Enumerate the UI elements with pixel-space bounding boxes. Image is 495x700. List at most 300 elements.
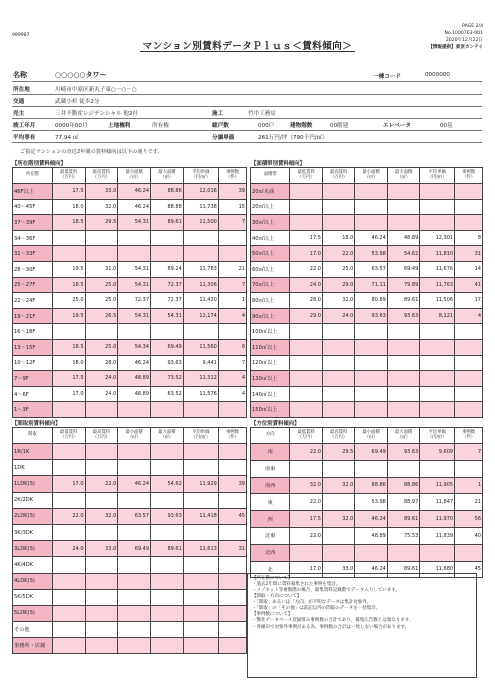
table-cell: [420, 544, 455, 561]
table-row: [13, 246, 247, 262]
table-cell: [218, 638, 246, 654]
table-cell: 11,763: [420, 277, 455, 293]
table-row: [251, 371, 483, 387]
table-cell: 11,839: [420, 527, 455, 544]
avg-area-label: 平均専有: [13, 135, 36, 141]
table-cell: [52, 638, 85, 654]
column-header: 最小面積 （㎡）: [355, 428, 387, 444]
table-cell: [387, 355, 419, 371]
table-cell: [151, 324, 184, 340]
row-label: 南: [251, 444, 290, 461]
table-cell: 45: [455, 561, 483, 578]
document-number: No.1000763-001: [444, 31, 483, 36]
row-label: 60㎡以上: [251, 261, 290, 277]
table-cell: 69.49: [387, 261, 419, 277]
document-code: 999987: [12, 33, 30, 38]
table-row: [251, 494, 483, 511]
table-cell: 69.49: [151, 339, 184, 355]
row-label: 10～12F: [13, 355, 53, 371]
table-cell: [52, 444, 85, 460]
table-cell: [420, 199, 455, 215]
column-header: 最低賃料 （万円）: [290, 168, 322, 184]
table-cell: 11,680: [420, 561, 455, 578]
table-cell: 88.86: [387, 477, 419, 494]
table-cell: [355, 339, 387, 355]
table-cell: 24.0: [322, 308, 354, 324]
table-cell: 11,847: [420, 494, 455, 511]
table-cell: 12,301: [420, 230, 455, 246]
table-cell: 46.24: [355, 511, 387, 528]
table-cell: [420, 371, 455, 387]
table-cell: 73.52: [151, 371, 184, 387]
table-cell: 17.0: [52, 476, 85, 492]
table-cell: 63.57: [118, 508, 151, 524]
column-header: 平均単価 （円/㎡）: [420, 428, 455, 444]
table-cell: [290, 355, 322, 371]
table-cell: [355, 215, 387, 231]
table-cell: [420, 355, 455, 371]
transport-value: 武蔵小杉 徒歩2分: [55, 99, 100, 105]
table-cell: 19.5: [52, 261, 85, 277]
notes-box: [247, 573, 477, 678]
table-cell: 80.89: [355, 293, 387, 309]
builder-label: 施工: [212, 111, 224, 117]
row-label: 3LDK(S): [13, 541, 53, 557]
table-cell: 8: [455, 230, 483, 246]
table-cell: 48.89: [355, 527, 387, 544]
table-cell: 18.0: [322, 230, 354, 246]
table-cell: 46.24: [118, 184, 151, 200]
table-cell: [218, 573, 246, 589]
table-cell: 31: [455, 246, 483, 262]
divider: [12, 130, 482, 131]
table-row: [251, 215, 483, 231]
table-row: [251, 246, 483, 262]
intro-text: ご指定マンションの直近2年間の賃料傾向は以下の通りです。: [20, 149, 163, 155]
table-cell: [387, 324, 419, 340]
row-label: 1LDK(S): [13, 476, 53, 492]
table-cell: [420, 386, 455, 402]
table-cell: [151, 460, 184, 476]
table-cell: 11,970: [420, 511, 455, 528]
divider: [12, 94, 482, 95]
table-cell: 29.0: [290, 308, 322, 324]
land-rights-label: 土地権利: [108, 123, 131, 129]
table-row: [251, 324, 483, 340]
table-cell: [290, 386, 322, 402]
table-cell: 53.98: [355, 246, 387, 262]
row-label: 4LDK(S): [13, 573, 53, 589]
layout-rent-table: [12, 427, 247, 654]
divider: [12, 118, 482, 119]
table-cell: 56: [455, 511, 483, 528]
transport-label: 交通: [13, 99, 25, 105]
table-cell: [85, 230, 118, 246]
table-cell: [85, 324, 118, 340]
table-cell: [183, 246, 218, 262]
seller-value: 三井不動産レジデンシャル 他2社: [55, 111, 139, 117]
area-rent-table: [250, 167, 483, 418]
table-row: [251, 293, 483, 309]
table-cell: [52, 622, 85, 638]
column-header: 最低賃料 （万円）: [290, 428, 322, 444]
table-row: [13, 386, 247, 402]
table-cell: [420, 324, 455, 340]
column-header: 事例数 （件）: [218, 428, 246, 444]
table-cell: [183, 605, 218, 621]
table-cell: [455, 371, 483, 387]
table-cell: 25.0: [322, 261, 354, 277]
table-cell: [118, 492, 151, 508]
table-row: [13, 622, 247, 638]
table-cell: 11,905: [420, 477, 455, 494]
row-label: 40㎡以上: [251, 230, 290, 246]
page-number: PAGE 2/4: [462, 24, 483, 29]
table-cell: 22.0: [290, 527, 322, 544]
table-cell: 28.0: [85, 355, 118, 371]
table-row: [251, 511, 483, 528]
total-units-label: 総戸数: [212, 123, 229, 129]
row-label: 事務所・店舗: [13, 638, 53, 654]
table-cell: [183, 324, 218, 340]
table-cell: [322, 215, 354, 231]
table-cell: 72.37: [151, 293, 184, 309]
table-cell: [85, 402, 118, 418]
table-cell: 18.0: [52, 355, 85, 371]
column-header: 最小面積 （㎡）: [355, 168, 387, 184]
table-row: [13, 476, 247, 492]
table-cell: 46.24: [118, 355, 151, 371]
table-cell: 54.62: [387, 246, 419, 262]
table-cell: [118, 324, 151, 340]
table-cell: [118, 638, 151, 654]
row-label: 140㎡以上: [251, 386, 290, 402]
column-header: 平均単価 （円/㎡）: [183, 428, 218, 444]
table-cell: [85, 557, 118, 573]
table-cell: 33.0: [85, 184, 118, 200]
table-cell: [455, 544, 483, 561]
table-row: [251, 339, 483, 355]
table-cell: 32.0: [322, 477, 354, 494]
table-cell: [218, 324, 246, 340]
table-cell: 93.63: [151, 508, 184, 524]
table-cell: 93.63: [151, 355, 184, 371]
table-cell: [183, 557, 218, 573]
table-cell: 31: [218, 541, 246, 557]
table-cell: 88.86: [355, 477, 387, 494]
table-row: [251, 386, 483, 402]
sale-unit-price-label: 分譲単価: [212, 135, 235, 141]
table-row: [13, 444, 247, 460]
table-cell: [322, 184, 354, 200]
table-cell: [387, 544, 419, 561]
table-cell: [387, 460, 419, 477]
table-cell: [85, 492, 118, 508]
table-cell: 21: [455, 494, 483, 511]
table-cell: 17.5: [52, 184, 85, 200]
table-cell: 11,929: [183, 476, 218, 492]
table-cell: 15: [218, 199, 246, 215]
note-line: ・過去2年間に賃料募集された事例を集計。: [252, 582, 341, 588]
layout-table-title: 【間取別賃料傾向】: [12, 421, 61, 427]
table-cell: [322, 339, 354, 355]
table-cell: 48.89: [118, 371, 151, 387]
table-cell: [183, 444, 218, 460]
table-cell: [151, 622, 184, 638]
address-label: 所在地: [13, 87, 30, 93]
table-cell: [85, 638, 118, 654]
table-cell: 18.0: [52, 199, 85, 215]
table-cell: 89.61: [151, 541, 184, 557]
row-label: 北東: [251, 527, 290, 544]
table-cell: 89.61: [387, 561, 419, 578]
table-cell: [183, 573, 218, 589]
direction-table-title: 【方位別賃料傾向】: [251, 421, 300, 427]
table-cell: [322, 386, 354, 402]
table-cell: [151, 524, 184, 540]
table-cell: [355, 355, 387, 371]
table-cell: 32.0: [85, 199, 118, 215]
table-cell: [52, 524, 85, 540]
table-cell: 54.31: [118, 261, 151, 277]
divider: [12, 142, 482, 143]
table-cell: [218, 460, 246, 476]
row-label: 34～36F: [13, 230, 53, 246]
table-cell: [52, 324, 85, 340]
table-cell: [387, 215, 419, 231]
table-cell: 4: [218, 386, 246, 402]
row-label: 130㎡以上: [251, 371, 290, 387]
table-cell: 4: [455, 308, 483, 324]
table-cell: 32.0: [322, 293, 354, 309]
table-cell: 46.24: [118, 199, 151, 215]
row-label: 40～45F: [13, 199, 53, 215]
table-cell: [52, 230, 85, 246]
table-cell: 1: [218, 293, 246, 309]
seller-label: 売主: [13, 111, 25, 117]
direction-rent-table: [250, 427, 483, 578]
table-cell: 88.97: [387, 494, 419, 511]
table-cell: 22.0: [290, 261, 322, 277]
table-cell: 28.0: [290, 293, 322, 309]
row-label: 7～9F: [13, 371, 53, 387]
note-line: ・「間取」の「その他」は前記以外の間取のデータを一括集計。: [252, 606, 381, 612]
table-cell: 63.52: [151, 386, 184, 402]
table-cell: [290, 339, 322, 355]
table-cell: [151, 605, 184, 621]
row-label: 30㎡以上: [251, 215, 290, 231]
table-cell: 48.89: [387, 230, 419, 246]
table-cell: [118, 402, 151, 418]
table-cell: 93.63: [387, 444, 419, 461]
table-cell: [455, 402, 483, 418]
table-cell: [151, 492, 184, 508]
table-cell: 19.5: [52, 308, 85, 324]
table-row: [13, 524, 247, 540]
table-cell: [355, 371, 387, 387]
table-cell: [355, 386, 387, 402]
table-cell: 9,609: [420, 444, 455, 461]
table-row: [13, 230, 247, 246]
row-label: 90㎡以上: [251, 308, 290, 324]
table-cell: 54.62: [151, 476, 184, 492]
table-cell: 17.0: [52, 386, 85, 402]
table-cell: 11,676: [420, 261, 455, 277]
building-code: 0000000: [425, 72, 450, 78]
row-label: 20㎡未満: [251, 184, 290, 200]
column-header: 最小面積 （㎡）: [118, 428, 151, 444]
column-header: 最高賃料 （万円）: [85, 428, 118, 444]
column-header: 事例数 （件）: [455, 168, 483, 184]
table-cell: [355, 402, 387, 418]
table-cell: 11,500: [183, 215, 218, 231]
table-cell: 54.31: [151, 308, 184, 324]
table-cell: [118, 573, 151, 589]
row-label: 南東: [251, 460, 290, 477]
column-header: 最高賃料 （万円）: [322, 168, 354, 184]
table-cell: [52, 402, 85, 418]
avg-area-value: 77.94 ㎡: [55, 135, 79, 141]
table-cell: [290, 324, 322, 340]
table-cell: [218, 492, 246, 508]
table-row: [251, 477, 483, 494]
table-cell: [151, 638, 184, 654]
total-units-value: 000戸: [258, 123, 275, 129]
row-label: 南西: [251, 477, 290, 494]
table-cell: [387, 402, 419, 418]
row-label: 19～21F: [13, 308, 53, 324]
table-row: [13, 199, 247, 215]
table-cell: [85, 460, 118, 476]
table-cell: [322, 355, 354, 371]
table-cell: 17.0: [290, 561, 322, 578]
table-cell: 7: [218, 277, 246, 293]
table-row: [13, 605, 247, 621]
table-cell: [218, 230, 246, 246]
row-label: 150㎡以上: [251, 402, 290, 418]
table-cell: [218, 402, 246, 418]
table-cell: [85, 605, 118, 621]
table-cell: 22.0: [85, 476, 118, 492]
table-cell: 1: [455, 477, 483, 494]
table-row: [13, 355, 247, 371]
column-header: 平均単価 （円/㎡）: [420, 168, 455, 184]
table-cell: [52, 605, 85, 621]
table-cell: 11,738: [183, 199, 218, 215]
table-cell: [322, 494, 354, 511]
table-cell: [387, 371, 419, 387]
column-header: 最高賃料 （万円）: [322, 428, 354, 444]
table-cell: [52, 573, 85, 589]
table-cell: [118, 557, 151, 573]
table-cell: [85, 622, 118, 638]
table-cell: 93.63: [355, 308, 387, 324]
table-cell: 88.86: [151, 184, 184, 200]
table-cell: [52, 492, 85, 508]
table-row: [13, 184, 247, 200]
column-header: 方向: [251, 428, 290, 444]
table-cell: 18.5: [52, 277, 85, 293]
table-cell: [85, 589, 118, 605]
table-cell: 54.31: [118, 215, 151, 231]
table-cell: [420, 402, 455, 418]
table-row: [13, 371, 247, 387]
table-row: [251, 230, 483, 246]
table-cell: 41: [455, 277, 483, 293]
table-row: [251, 261, 483, 277]
table-cell: [355, 460, 387, 477]
row-label: 37～39F: [13, 215, 53, 231]
column-header: 事例数 （件）: [218, 168, 246, 184]
table-cell: 45: [218, 508, 246, 524]
table-cell: [118, 460, 151, 476]
table-cell: 12,174: [183, 308, 218, 324]
table-row: [13, 589, 247, 605]
row-label: 25～27F: [13, 277, 53, 293]
table-cell: 11,810: [420, 246, 455, 262]
table-cell: [290, 215, 322, 231]
row-label: 16～18F: [13, 324, 53, 340]
table-cell: 22.0: [322, 246, 354, 262]
table-cell: [355, 199, 387, 215]
table-cell: [420, 460, 455, 477]
table-cell: 17.5: [290, 511, 322, 528]
table-cell: 89.24: [151, 261, 184, 277]
floor-rent-table: [12, 167, 247, 418]
table-cell: 46.24: [118, 476, 151, 492]
table-cell: 11,613: [183, 541, 218, 557]
table-cell: [290, 371, 322, 387]
table-cell: 53.98: [355, 494, 387, 511]
note-line: ・各傾向で対象外事例がある為、事例数の合計は一致しない場合があります。: [252, 624, 410, 630]
table-cell: [85, 524, 118, 540]
table-cell: [118, 444, 151, 460]
column-header: 最大面積 （㎡）: [387, 428, 419, 444]
table-cell: 7: [218, 215, 246, 231]
table-row: [13, 339, 247, 355]
table-cell: [218, 444, 246, 460]
table-cell: 88.88: [151, 199, 184, 215]
table-cell: 75.53: [387, 527, 419, 544]
table-cell: 11,420: [183, 293, 218, 309]
table-cell: [118, 246, 151, 262]
table-cell: [118, 230, 151, 246]
table-cell: [118, 524, 151, 540]
table-cell: 29.5: [322, 444, 354, 461]
table-row: [251, 199, 483, 215]
table-cell: 25.0: [85, 339, 118, 355]
address-value: 川崎市中原区新丸子東○－○－○: [55, 87, 137, 93]
table-cell: 17.0: [290, 246, 322, 262]
elevator-value: 00基: [440, 123, 453, 129]
table-cell: [151, 246, 184, 262]
table-cell: 11,576: [183, 386, 218, 402]
table-cell: 17.5: [52, 371, 85, 387]
table-cell: 25.0: [85, 277, 118, 293]
table-cell: 7: [218, 355, 246, 371]
row-label: 2K/2DK: [13, 492, 53, 508]
note-line: 【間取・方向について】: [252, 594, 302, 600]
table-cell: 54.31: [118, 308, 151, 324]
table-cell: [455, 339, 483, 355]
table-cell: [290, 402, 322, 418]
table-row: [251, 527, 483, 544]
table-cell: 22.0: [290, 494, 322, 511]
builder-value: 竹中工務店: [248, 111, 276, 117]
table-cell: 79.89: [387, 277, 419, 293]
column-header: 面積帯: [251, 168, 290, 184]
table-cell: 39: [218, 476, 246, 492]
